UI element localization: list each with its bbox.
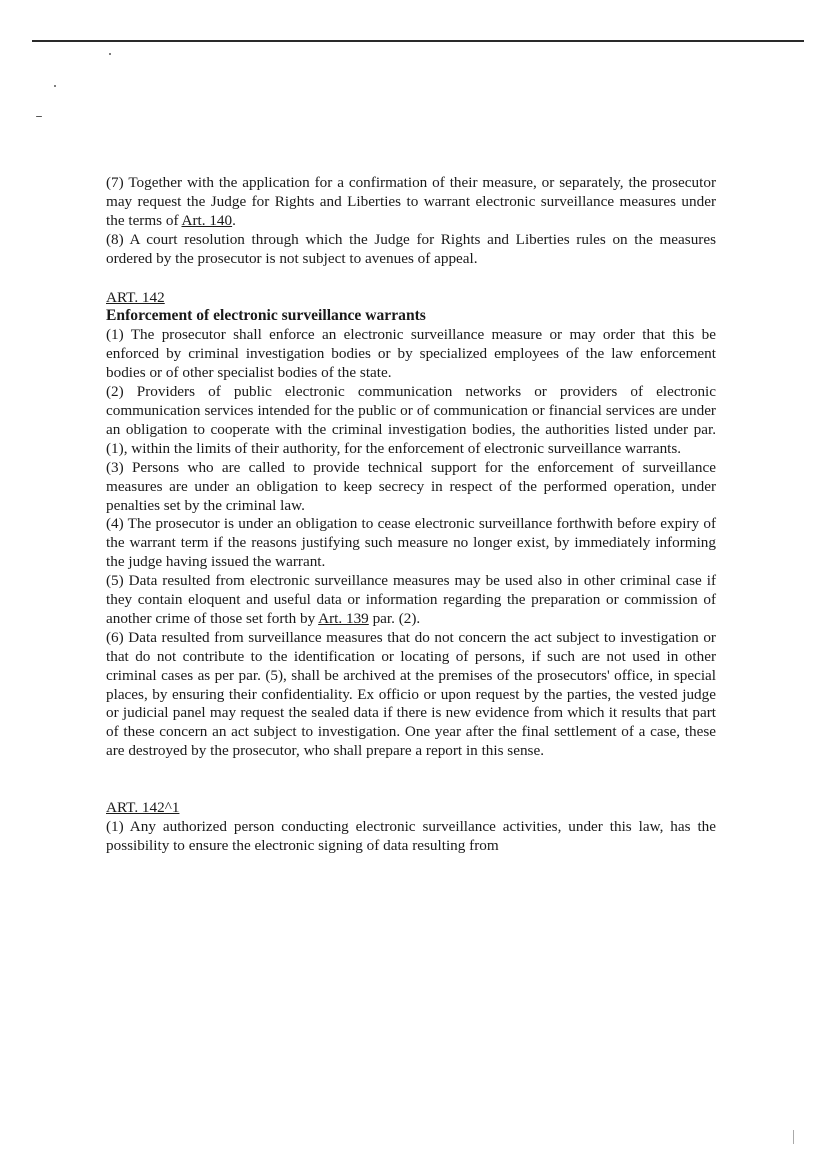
scan-speck <box>54 85 56 87</box>
document-body <box>106 174 716 856</box>
article-paragraph: (4) The prosecutor is under an obligation to cease electronic surveillance forthwith before expiry of the warrant term if the reasons justifying such measure no longer exist, by immediately informing the judge having issued the warrant. <box>106 515 716 571</box>
article-heading: Enforcement of electronic surveillance warrants <box>106 307 426 325</box>
article-paragraph: (1) The prosecutor shall enforce an electronic surveillance measure or may order that this be enforced by criminal investigation bodies or by specialized employees of the law enforcement bodies or of other specialist bodies of the state. <box>106 326 716 382</box>
article-paragraph: (5) Data resulted from electronic surveillance measures may be used also in other criminal case if they contain eloquent and useful data or information regarding the preparation or commission of another crime of those set forth by Art. 139 par. (2). <box>106 572 716 627</box>
article-title: ART. 142 <box>106 288 165 306</box>
paragraph-8: (8) A court resolution through which the Judge for Rights and Liberties rules on the measures ordered by the prosecutor is not subject to avenues of appeal. <box>106 230 716 267</box>
scan-speck <box>109 53 111 55</box>
article-paragraph: (6) Data resulted from surveillance measures that do not concern the act subject to investigation or that do not contribute to the identification or locating of persons, if such are not used in other criminal cases as per par. (5), shall be archived at the premises of the prosecutors' office, in special places, by ensuring their confidentiality. Ex officio or upon request by the parties, the vested judge or judicial panel may request the sealed data if there is new evidence from which it results that part of these concern an act subject to investigation. One year after the final settlement of a case, these are destroyed by the prosecutor, who shall prepare a report in this sense. <box>106 628 716 760</box>
scan-mark <box>793 1130 794 1144</box>
article-reference-link: Art. 140 <box>181 211 233 229</box>
article-paragraph: (2) Providers of public electronic communication networks or providers of electronic communication services intended for the public or of communication or financial services are under an obligation to cooperate with the criminal investigation bodies, the authorities listed under par. (1), within the limits of their authority, for the enforcement of electronic surveillance warrants. <box>106 383 716 457</box>
article-paragraph: (1) Any authorized person conducting electronic surveillance activities, under this law, has the possibility to ensure the electronic signing of data resulting from <box>106 818 716 854</box>
article-paragraph: (3) Persons who are called to provide technical support for the enforcement of surveillance measures are under an obligation to keep secrecy in respect of the performed operation, under penalties set by the criminal law. <box>106 458 716 514</box>
scan-speck <box>36 116 42 117</box>
article-title: ART. 142^1 <box>106 799 180 817</box>
article-reference-link: Art. 139 <box>318 609 369 627</box>
paragraph-7: (7) Together with the application for a confirmation of their measure, or separately, the prosecutor may request the Judge for Rights and Liberties to warrant electronic surveillance measures under the terms of Art. 140. <box>106 174 716 229</box>
top-rule <box>32 40 804 42</box>
